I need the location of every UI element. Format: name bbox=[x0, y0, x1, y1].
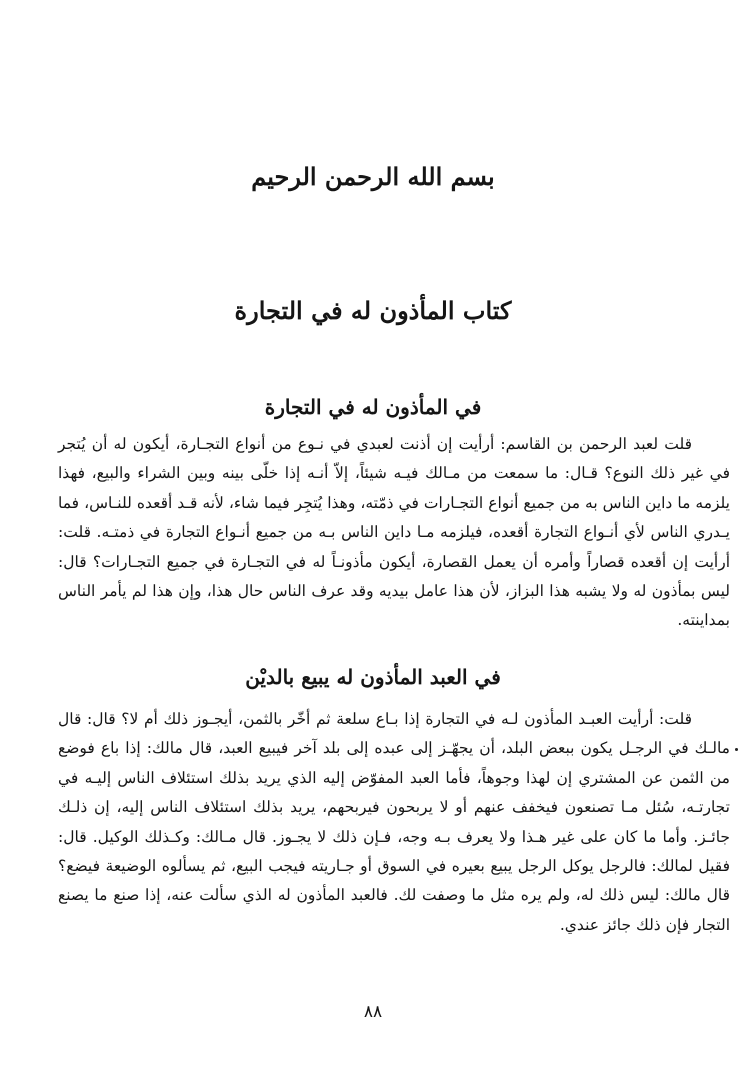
section-2-title: في العبد المأذون له يبيع بالديْن bbox=[245, 665, 501, 689]
section-1-paragraph: قلت لعبد الرحمن بن القاسم: أرأيت إن أذنت لعبدي في نـوع من أنواع التجـارة، أيكون له أن يُتجر في غير ذلك النوع؟ قـال: ما سمعت من مـالك فيـه شيئاً، إلاّ أنـه إذا خلّى بينه وبين الشراء والبيع، فهذا يلزمه ما داين الناس به من جميع أنواع التجـارات في ذمّته، وهذا يُتجِر فيما شاء، لأنه قـد أقعده للنـاس، فما يـدري الناس لأي أنـواع التجارة أقعده، فيلزمه مـا داين الناس بـه من جميع أنـواع التجارة في ذمتـه. قلت: أرأيت إن أقعده قصاراً وأمره أن يعمل القصارة، أيكون مأذونـاً له في التجـارة في جميع التجـارات؟ قال: ليس بمأذون له ولا يشبه هذا البزاز، لأن هذا عامل بيديه وقد عرف الناس حال هذا، وإن هذا لم يأمر الناس بمداينته. bbox=[58, 435, 730, 630]
section-2-paragraph: قلت: أرأيت العبـد المأذون لـه في التجارة إذا بـاع سلعة ثم أخّر بالثمن، أيجـوز ذلك أم لا؟ قال: قال مالـك في الرجـل يكون ببعض البلد، أن يجهّـز إلى عبده إلى بلد آخر فيبيع العبد، قال مالك: إذا باع فوضع من الثمن عن المشتري إن لهذا وجوهاً، فأما العبد المفوّض إليه الذي يريد بذلك استئلاف الناس إليـه في تجارتـه، سُئل مـا تصنعون فيخفف عنهم أو لا يربحون فيربحهم، يريد بذلك استئلاف الناس إليه، إن ذلـك جائـز. وأما ما كان على غير هـذا ولا يعرف بـه وجه، فـإن ذلك لا يجـوز. قال مـالك: وكـذلك الوكيل. قال: فقيل لمالك: فالرجل يوكل الرجل يبيع بعيره في السوق أو جـاريته فيجب البيع، ثم يسألوه الوضيعة فيضع؟ قال مالك: ليس ذلك له، ولم يره مثل ما وصفت لك. فالعبد المأذون له الذي سألت عنه، إذا صنع ما يصنع التجار فإن ذلك جائز عندي. bbox=[58, 710, 730, 934]
book-title: كتاب المأذون له في التجارة bbox=[234, 296, 512, 325]
basmala-heading: بسم الله الرحمن الرحيم bbox=[251, 162, 495, 191]
margin-mark bbox=[735, 748, 738, 751]
section-1-title: في المأذون له في التجارة bbox=[264, 395, 482, 419]
page-number: ٨٨ bbox=[363, 1002, 383, 1022]
